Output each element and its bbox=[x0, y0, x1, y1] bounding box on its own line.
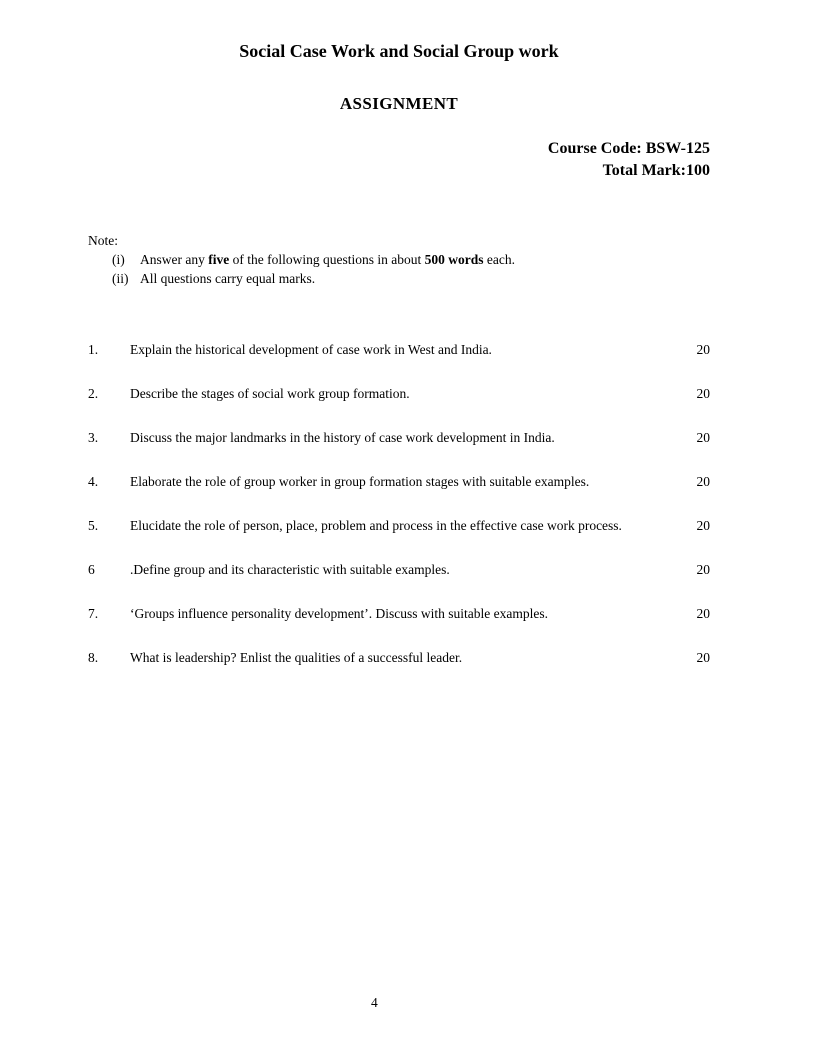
question-number: 6 bbox=[88, 562, 95, 577]
question-marks: 20 bbox=[696, 650, 710, 665]
note-label: Note: bbox=[88, 233, 118, 248]
question-row bbox=[88, 560, 710, 580]
note-item-text: All questions carry equal marks. bbox=[140, 271, 316, 286]
question-number: 7. bbox=[88, 606, 99, 621]
question-number: 4. bbox=[88, 474, 99, 489]
question-text: Elucidate the role of person, place, problem and process in the effective case work process. bbox=[130, 518, 622, 533]
question-marks: 20 bbox=[696, 342, 710, 357]
question-marks: 20 bbox=[696, 606, 710, 621]
note-text-bold: five bbox=[208, 252, 230, 267]
question-marks: 20 bbox=[696, 518, 710, 533]
course-info bbox=[88, 138, 710, 182]
question-row bbox=[88, 384, 710, 404]
document-subtitle: ASSIGNMENT bbox=[339, 94, 459, 113]
note-item bbox=[88, 269, 710, 288]
note-item-number: (i) bbox=[112, 252, 125, 267]
question-row bbox=[88, 472, 710, 492]
question-marks: 20 bbox=[696, 562, 710, 577]
course-code: Course Code: BSW-125 bbox=[547, 140, 710, 157]
question-marks: 20 bbox=[696, 386, 710, 401]
question-text: Describe the stages of social work group formation. bbox=[130, 386, 410, 401]
question-marks: 20 bbox=[696, 430, 710, 445]
question-number: 8. bbox=[88, 650, 99, 665]
note-item bbox=[88, 250, 710, 269]
note-text-part: each. bbox=[483, 252, 515, 267]
note-text-bold: 500 words bbox=[424, 252, 484, 267]
question-text: What is leadership? Enlist the qualities of a successful leader. bbox=[130, 650, 463, 665]
question-row bbox=[88, 604, 710, 624]
question-list bbox=[88, 340, 710, 668]
note-item-text bbox=[140, 250, 710, 269]
page-number: 4 bbox=[371, 995, 378, 1010]
note-section bbox=[88, 231, 710, 288]
question-row bbox=[88, 648, 710, 668]
note-text-part: Answer any bbox=[140, 252, 209, 267]
question-number: 5. bbox=[88, 518, 99, 533]
question-text: Elaborate the role of group worker in group formation stages with suitable examples. bbox=[130, 474, 590, 489]
question-text: .Define group and its characteristic with suitable examples. bbox=[130, 562, 450, 577]
question-number: 2. bbox=[88, 386, 99, 401]
question-row bbox=[88, 516, 710, 536]
question-marks: 20 bbox=[696, 474, 710, 489]
question-text: Explain the historical development of case work in West and India. bbox=[130, 342, 492, 357]
question-row bbox=[88, 340, 710, 360]
question-row bbox=[88, 428, 710, 448]
total-mark: Total Mark:100 bbox=[602, 162, 710, 179]
document-title: Social Case Work and Social Group work bbox=[239, 41, 559, 61]
note-text-part: of the following questions in about bbox=[229, 252, 425, 267]
question-number: 1. bbox=[88, 342, 99, 357]
question-text: Discuss the major landmarks in the history of case work development in India. bbox=[130, 430, 555, 445]
question-number: 3. bbox=[88, 430, 99, 445]
question-text: ‘Groups influence personality development’. Discuss with suitable examples. bbox=[130, 606, 549, 621]
note-item-number: (ii) bbox=[112, 271, 129, 286]
